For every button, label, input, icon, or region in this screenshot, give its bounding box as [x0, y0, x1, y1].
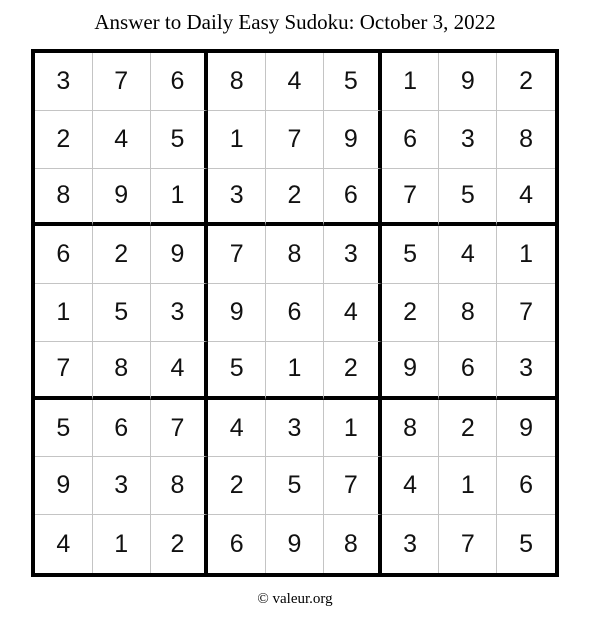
sudoku-cell-r5-c8: 8: [439, 284, 497, 342]
sudoku-cell-r6-c4: 5: [208, 342, 266, 400]
sudoku-cell-r3-c9: 4: [497, 169, 555, 227]
sudoku-cell-r2-c3: 5: [151, 111, 209, 169]
sudoku-cell-r6-c5: 1: [266, 342, 324, 400]
sudoku-cell-r1-c9: 2: [497, 53, 555, 111]
sudoku-cell-r2-c6: 9: [324, 111, 382, 169]
sudoku-cell-r4-c8: 4: [439, 226, 497, 284]
sudoku-cell-r6-c7: 9: [382, 342, 440, 400]
sudoku-cell-r4-c2: 2: [93, 226, 151, 284]
sudoku-cell-r4-c1: 6: [35, 226, 93, 284]
sudoku-cell-r3-c6: 6: [324, 169, 382, 227]
sudoku-cell-r1-c4: 8: [208, 53, 266, 111]
sudoku-cell-r8-c7: 4: [382, 457, 440, 515]
sudoku-cell-r7-c8: 2: [439, 400, 497, 458]
sudoku-cell-r6-c1: 7: [35, 342, 93, 400]
sudoku-cell-r2-c4: 1: [208, 111, 266, 169]
sudoku-cell-r9-c8: 7: [439, 515, 497, 573]
sudoku-cell-r4-c5: 8: [266, 226, 324, 284]
sudoku-cell-r1-c2: 7: [93, 53, 151, 111]
sudoku-cell-r5-c9: 7: [497, 284, 555, 342]
sudoku-cell-r8-c1: 9: [35, 457, 93, 515]
sudoku-cell-r2-c7: 6: [382, 111, 440, 169]
sudoku-cell-r7-c9: 9: [497, 400, 555, 458]
sudoku-cell-r2-c5: 7: [266, 111, 324, 169]
sudoku-cell-r2-c1: 2: [35, 111, 93, 169]
sudoku-cell-r7-c7: 8: [382, 400, 440, 458]
sudoku-cell-r3-c4: 3: [208, 169, 266, 227]
copyright-footer: © valeur.org: [257, 591, 333, 607]
sudoku-cell-r9-c4: 6: [208, 515, 266, 573]
sudoku-cell-r2-c8: 3: [439, 111, 497, 169]
sudoku-cell-r9-c2: 1: [93, 515, 151, 573]
sudoku-cell-r9-c7: 3: [382, 515, 440, 573]
sudoku-cell-r7-c2: 6: [93, 400, 151, 458]
sudoku-cell-r2-c2: 4: [93, 111, 151, 169]
sudoku-cell-r3-c2: 9: [93, 169, 151, 227]
sudoku-cell-r1-c3: 6: [151, 53, 209, 111]
sudoku-cell-r7-c1: 5: [35, 400, 93, 458]
sudoku-cell-r9-c6: 8: [324, 515, 382, 573]
sudoku-cell-r5-c6: 4: [324, 284, 382, 342]
sudoku-cell-r1-c8: 9: [439, 53, 497, 111]
sudoku-cell-r7-c5: 3: [266, 400, 324, 458]
sudoku-cell-r9-c3: 2: [151, 515, 209, 573]
sudoku-cell-r1-c1: 3: [35, 53, 93, 111]
sudoku-cell-r8-c2: 3: [93, 457, 151, 515]
sudoku-cell-r7-c6: 1: [324, 400, 382, 458]
sudoku-cell-r3-c7: 7: [382, 169, 440, 227]
sudoku-cell-r3-c3: 1: [151, 169, 209, 227]
sudoku-cell-r5-c3: 3: [151, 284, 209, 342]
sudoku-cell-r5-c5: 6: [266, 284, 324, 342]
sudoku-cell-r6-c6: 2: [324, 342, 382, 400]
sudoku-cell-r5-c1: 1: [35, 284, 93, 342]
sudoku-cell-r9-c1: 4: [35, 515, 93, 573]
sudoku-cell-r8-c8: 1: [439, 457, 497, 515]
sudoku-cell-r4-c7: 5: [382, 226, 440, 284]
sudoku-cell-r6-c2: 8: [93, 342, 151, 400]
sudoku-cell-r4-c6: 3: [324, 226, 382, 284]
sudoku-cell-r7-c3: 7: [151, 400, 209, 458]
sudoku-cell-r4-c9: 1: [497, 226, 555, 284]
sudoku-cell-r8-c6: 7: [324, 457, 382, 515]
sudoku-cell-r2-c9: 8: [497, 111, 555, 169]
sudoku-grid: [31, 49, 559, 577]
sudoku-cell-r8-c5: 5: [266, 457, 324, 515]
sudoku-cell-r5-c7: 2: [382, 284, 440, 342]
sudoku-cell-r1-c5: 4: [266, 53, 324, 111]
sudoku-cell-r8-c3: 8: [151, 457, 209, 515]
sudoku-cell-r3-c8: 5: [439, 169, 497, 227]
sudoku-cell-r1-c7: 1: [382, 53, 440, 111]
puzzle-title: Answer to Daily Easy Sudoku: October 3, 2022: [94, 10, 496, 34]
sudoku-cell-r9-c9: 5: [519, 529, 534, 558]
sudoku-cell-r5-c2: 5: [93, 284, 151, 342]
sudoku-cell-r8-c9: 6: [497, 457, 555, 515]
sudoku-cell-r3-c1: 8: [35, 169, 93, 227]
sudoku-cell-r6-c9: 3: [497, 342, 555, 400]
sudoku-cell-r4-c4: 7: [208, 226, 266, 284]
sudoku-cell-r3-c5: 2: [266, 169, 324, 227]
sudoku-cell-r6-c8: 6: [439, 342, 497, 400]
sudoku-cell-r4-c3: 9: [151, 226, 209, 284]
sudoku-cell-r7-c4: 4: [208, 400, 266, 458]
sudoku-cell-r9-c5: 9: [266, 515, 324, 573]
sudoku-cell-r5-c4: 9: [208, 284, 266, 342]
sudoku-cell-r8-c4: 2: [208, 457, 266, 515]
sudoku-cell-r6-c3: 4: [151, 342, 209, 400]
sudoku-cell-r1-c6: 5: [324, 53, 382, 111]
